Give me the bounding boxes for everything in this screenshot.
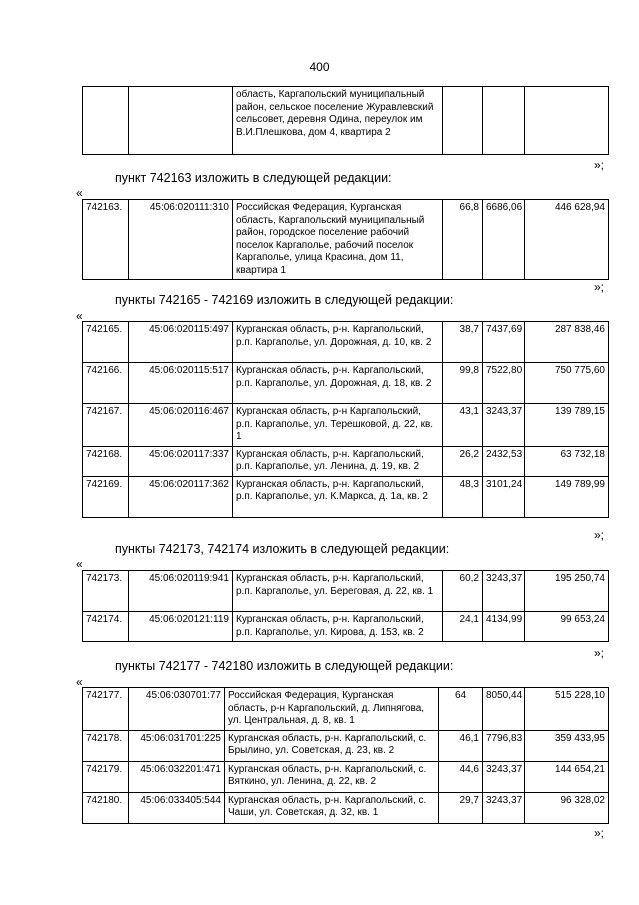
page-number: 400 (309, 60, 330, 74)
continuation-table (82, 86, 609, 155)
address-cell: Российская Федерация, Курганская область, Каргапольский муниципальный район, городское поселение рабочий поселок Каргаполье, рабочий поселок Каргаполье, улица Красина, дом 11, квартира 1 (233, 200, 443, 280)
section-instruction: пункты 742173, 742174 изложить в следующей редакции: (115, 542, 450, 556)
cadastral-cell: 45:06:020117:337 (129, 446, 233, 476)
address-cell: Курганская область, р-н. Каргапольский, р.п. Каргаполье, ул. К.Маркса, д. 1а, кв. 2 (233, 476, 443, 517)
section-table (82, 687, 609, 824)
area-cell: 26,2 (443, 446, 483, 476)
address-cell: Курганская область, р-н. Каргапольский, р.п. Каргаполье, ул. Береговая, д. 22, кв. 1 (233, 571, 443, 612)
cadastral-cell: 45:06:020117:362 (129, 476, 233, 517)
section-table (82, 199, 609, 280)
rate-cell: 3101,24 (483, 476, 525, 517)
rate-cell: 8050,44 (483, 688, 525, 731)
close-quote: »; (594, 280, 605, 294)
section-instruction: пункты 742177 - 742180 изложить в следующей редакции: (115, 659, 454, 673)
close-quote: »; (594, 646, 605, 660)
cost-cell: 139 789,15 (525, 404, 609, 447)
cost-cell: 63 732,18 (525, 446, 609, 476)
section-instruction: пункт 742163 изложить в следующей редакции: (115, 171, 392, 185)
address-cell: область, Каргапольский муниципальный район, сельское поселение Журавлевский сельсовет, деревня Одина, переулок им В.И.Плешкова, дом 4, квартира 2 (233, 87, 443, 155)
rate-cell (483, 87, 525, 155)
cost-cell: 446 628,94 (525, 200, 609, 280)
area-cell: 46,1 (439, 730, 483, 761)
num-cell: 742173. (83, 571, 129, 612)
cost-cell: 149 789,99 (525, 476, 609, 517)
table-row (83, 404, 609, 447)
rate-cell: 3243,37 (483, 761, 525, 792)
cadastral-cell: 45:06:020119:941 (129, 571, 233, 612)
section-table (82, 570, 609, 642)
area-cell: 44,6 (439, 761, 483, 792)
area-cell: 48,3 (443, 476, 483, 517)
table-row (83, 322, 609, 363)
close-quote: »; (594, 826, 605, 840)
area-cell: 29,7 (439, 792, 483, 823)
num-cell: 742169. (83, 476, 129, 517)
open-quote: « (76, 675, 83, 689)
num-cell (83, 87, 129, 155)
area-cell: 38,7 (443, 322, 483, 363)
close-quote: »; (594, 158, 605, 172)
cadastral-cell: 45:06:032201:471 (129, 761, 225, 792)
rate-cell: 7437,69 (483, 322, 525, 363)
close-quote: »; (594, 528, 605, 542)
open-quote: « (76, 186, 83, 200)
cost-cell: 96 328,02 (525, 792, 609, 823)
open-quote: « (76, 557, 83, 571)
address-cell: Курганская область, р-н. Каргапольский, с. Брылино, ул. Советская, д. 23, кв. 2 (225, 730, 439, 761)
cadastral-cell: 45:06:033405:544 (129, 792, 225, 823)
cadastral-cell: 45:06:020121:119 (129, 612, 233, 642)
area-cell: 24,1 (443, 612, 483, 642)
table-row (83, 476, 609, 517)
table-row (83, 200, 609, 280)
table-row (83, 571, 609, 612)
cadastral-cell: 45:06:020115:497 (129, 322, 233, 363)
num-cell: 742180. (83, 792, 129, 823)
cost-cell: 287 838,46 (525, 322, 609, 363)
rate-cell: 3243,37 (483, 571, 525, 612)
area-cell (443, 87, 483, 155)
address-cell: Российская Федерация, Курганская область, р-н Каргапольский, д. Липнягова, ул. Центральная, д. 8, кв. 1 (225, 688, 439, 731)
rate-cell: 3243,37 (483, 404, 525, 447)
rate-cell: 7796,83 (483, 730, 525, 761)
section-table (82, 321, 609, 518)
cadastral-cell: 45:06:020115:517 (129, 363, 233, 404)
address-cell: Курганская область, р-н. Каргапольский, р.п. Каргаполье, ул. Ленина, д. 19, кв. 2 (233, 446, 443, 476)
address-cell: Курганская область, р-н. Каргапольский, р.п. Каргаполье, ул. Дорожная, д. 10, кв. 2 (233, 322, 443, 363)
address-cell: Курганская область, р-н. Каргапольский, р.п. Каргаполье, ул. Дорожная, д. 18, кв. 2 (233, 363, 443, 404)
num-cell: 742178. (83, 730, 129, 761)
cadastral-cell: 45:06:020116:467 (129, 404, 233, 447)
num-cell: 742179. (83, 761, 129, 792)
cost-cell: 144 654,21 (525, 761, 609, 792)
table-row (83, 792, 609, 823)
area-cell: 60,2 (443, 571, 483, 612)
address-cell: Курганская область, р-н. Каргапольский, с. Чаши, ул. Советская, д. 32, кв. 1 (225, 792, 439, 823)
table-row (83, 87, 609, 155)
area-cell: 66,8 (443, 200, 483, 280)
cadastral-cell: 45:06:030701:77 (129, 688, 225, 731)
table-row (83, 363, 609, 404)
cost-cell: 99 653,24 (525, 612, 609, 642)
open-quote: « (76, 309, 83, 323)
area-cell: 43,1 (443, 404, 483, 447)
table-row (83, 761, 609, 792)
rate-cell: 4134,99 (483, 612, 525, 642)
num-cell: 742168. (83, 446, 129, 476)
num-cell: 742163. (83, 200, 129, 280)
num-cell: 742167. (83, 404, 129, 447)
section-instruction: пункты 742165 - 742169 изложить в следующей редакции: (115, 293, 454, 307)
cadastral-cell: 45:06:031701:225 (129, 730, 225, 761)
cost-cell: 359 433,95 (525, 730, 609, 761)
num-cell: 742165. (83, 322, 129, 363)
rate-cell: 6686,06 (483, 200, 525, 280)
cost-cell: 195 250,74 (525, 571, 609, 612)
cadastral-cell (129, 87, 233, 155)
table-row (83, 446, 609, 476)
num-cell: 742166. (83, 363, 129, 404)
address-cell: Курганская область, р-н. Каргапольский, р.п. Каргаполье, ул. Кирова, д. 153, кв. 2 (233, 612, 443, 642)
cadastral-cell: 45:06:020111:310 (129, 200, 233, 280)
table-row (83, 688, 609, 731)
cost-cell: 515 228,10 (525, 688, 609, 731)
area-cell: 64 (439, 688, 483, 731)
area-cell: 99,8 (443, 363, 483, 404)
rate-cell: 7522,80 (483, 363, 525, 404)
table-row (83, 612, 609, 642)
cost-cell (525, 87, 609, 155)
cost-cell: 750 775,60 (525, 363, 609, 404)
address-cell: Курганская область, р-н Каргапольский, р.п. Каргаполье, ул. Терешковой, д. 22, кв. 1 (233, 404, 443, 447)
rate-cell: 2432,53 (483, 446, 525, 476)
rate-cell: 3243,37 (483, 792, 525, 823)
table-row (83, 730, 609, 761)
address-cell: Курганская область, р-н. Каргапольский, с. Вяткино, ул. Ленина, д. 22, кв. 2 (225, 761, 439, 792)
num-cell: 742177. (83, 688, 129, 731)
num-cell: 742174. (83, 612, 129, 642)
